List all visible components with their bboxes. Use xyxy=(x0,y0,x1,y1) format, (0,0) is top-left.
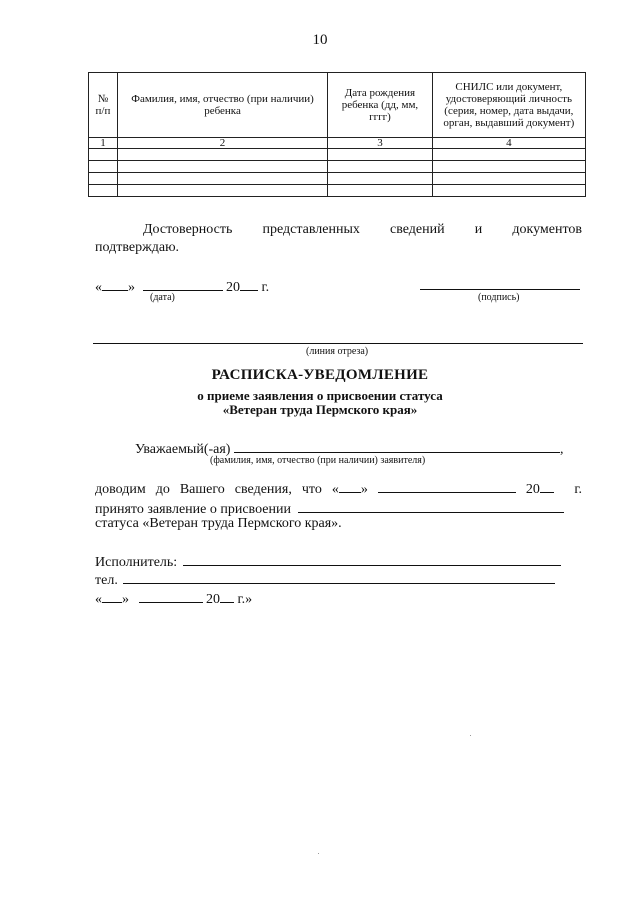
accepted-line: принято заявление о присвоении xyxy=(95,498,564,518)
header-snils-document: СНИЛС или документ, удостоверяющий личность (серия, номер, дата выдачи, орган, выдавший документ) xyxy=(432,73,585,138)
confirm-word: документов xyxy=(512,222,582,237)
table-row xyxy=(89,185,586,197)
column-number-4: 4 xyxy=(432,138,585,149)
receipt-title: РАСПИСКА-УВЕДОМЛЕНИЕ xyxy=(211,367,429,383)
table-row xyxy=(89,161,586,173)
date-field: « » 20 г. xyxy=(95,276,269,296)
table-row xyxy=(89,173,586,185)
column-number-3: 3 xyxy=(328,138,432,149)
receipt-subtitle-1: о приеме заявления о присвоении статуса xyxy=(197,388,443,403)
confirm-line-1 xyxy=(95,222,582,238)
confirm-line-2: подтверждаю. xyxy=(95,240,180,255)
status-line: статуса «Ветеран труда Пермского края». xyxy=(95,516,342,531)
greeting-line: Уважаемый(-ая) , xyxy=(135,438,563,458)
receipt-year-blank[interactable] xyxy=(540,478,554,493)
table-row xyxy=(89,149,586,161)
confirm-word: сведений xyxy=(390,222,445,237)
executor-line: Исполнитель: xyxy=(95,551,561,571)
header-birth-date: Дата рождения ребенка (дд, мм, гггг) xyxy=(328,73,432,138)
column-number-2: 2 xyxy=(117,138,327,149)
confirm-word: и xyxy=(474,222,483,237)
scan-speck xyxy=(470,735,471,736)
column-number-1: 1 xyxy=(89,138,118,149)
page-number: 10 xyxy=(312,32,328,48)
month-blank[interactable] xyxy=(143,276,223,291)
year-blank[interactable] xyxy=(240,276,258,291)
cut-line-caption: (линия отреза) xyxy=(306,346,369,357)
confirm-word: Достоверность xyxy=(143,222,233,237)
receipt-subtitle-2: «Ветеран труда Пермского края» xyxy=(222,402,418,417)
date-caption: (дата) xyxy=(150,292,175,303)
applicant-name-blank[interactable] xyxy=(234,438,560,453)
signature-caption: (подпись) xyxy=(478,292,520,303)
header-full-name: Фамилия, имя, отчество (при наличии) ребенка xyxy=(117,73,327,138)
inform-line: доводим до Вашего сведения, что « » 20 г. xyxy=(95,478,582,498)
final-day-blank[interactable] xyxy=(102,588,122,603)
final-date-line: « » 20 г.» xyxy=(95,588,252,608)
children-table xyxy=(88,72,586,197)
signature-blank[interactable] xyxy=(420,289,580,290)
name-caption: (фамилия, имя, отчество (при наличии) заявителя) xyxy=(210,455,426,466)
final-month-blank[interactable] xyxy=(139,588,203,603)
receipt-month-blank[interactable] xyxy=(378,478,516,493)
phone-line: тел. xyxy=(95,569,555,589)
final-year-blank[interactable] xyxy=(220,588,234,603)
accepted-status-blank[interactable] xyxy=(298,498,564,513)
confirm-word: представленных xyxy=(262,222,360,237)
executor-blank[interactable] xyxy=(183,551,561,566)
greeting-label: Уважаемый(-ая) xyxy=(135,442,231,457)
scan-speck xyxy=(318,853,319,854)
phone-blank[interactable] xyxy=(123,569,555,584)
receipt-day-blank[interactable] xyxy=(339,478,361,493)
day-blank[interactable] xyxy=(102,276,128,291)
cut-line xyxy=(93,343,583,344)
header-number: № п/п xyxy=(89,73,118,138)
